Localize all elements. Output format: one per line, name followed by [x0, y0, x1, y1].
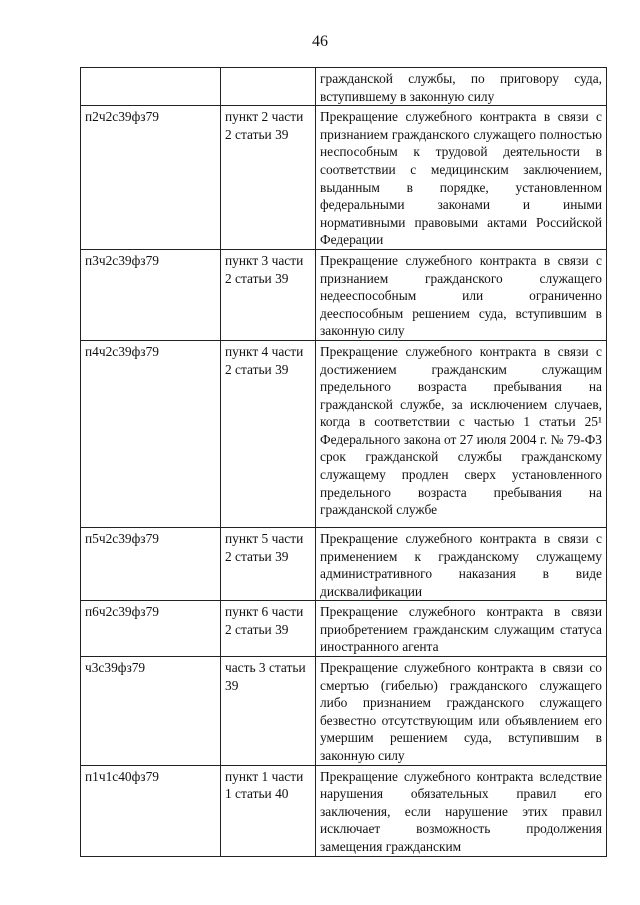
- code-cell: п5ч2с39фз79: [81, 527, 221, 600]
- code-cell: п2ч2с39фз79: [81, 106, 221, 250]
- table-row: [81, 249, 607, 340]
- description-cell: Прекращение служебного контракта в связи с достижением гражданским служащим предельного возраста пребывания на гражданской службе, за исключением случаев, когда в соответствии с частью 1 статьи 25¹ Федерального закона от 27 июля 2004 г. № 79-ФЗ срок гражданской службы гражданскому служащему продлен сверх установленного предельного возраста пребывания на гражданской службе: [316, 340, 607, 527]
- code-cell: п4ч2с39фз79: [81, 340, 221, 527]
- table-row: [81, 765, 607, 856]
- table-row: [81, 657, 607, 766]
- table-row: [81, 106, 607, 250]
- document-table: [80, 67, 607, 857]
- reference-cell: пункт 5 части 2 статьи 39: [221, 527, 316, 600]
- description-cell: Прекращение служебного контракта в связи со смертью (гибелью) гражданского служащего либо признанием гражданского служащего безвестно отсутствующим или объявлением его умершим решением суда, вступившим в законную силу: [316, 657, 607, 766]
- description-cell: Прекращение служебного контракта в связи с применением к гражданскому служащему административного наказания в виде дисквалификации: [316, 527, 607, 600]
- table-row: [81, 340, 607, 527]
- description-cell: Прекращение служебного контракта в связи с признанием гражданского служащего недееспособным или ограниченно дееспособным решением суда, вступившим в законную силу: [316, 249, 607, 340]
- code-cell: п3ч2с39фз79: [81, 249, 221, 340]
- reference-cell: пункт 6 части 2 статьи 39: [221, 601, 316, 657]
- reference-cell: [221, 68, 316, 106]
- table-row: [81, 601, 607, 657]
- code-cell: ч3с39фз79: [81, 657, 221, 766]
- reference-cell: часть 3 статьи 39: [221, 657, 316, 766]
- table-row: [81, 527, 607, 600]
- table-row: [81, 68, 607, 106]
- description-cell: Прекращение служебного контракта вследствие нарушения обязательных правил его заключения, если нарушение этих правил исключает возможность продолжения замещения гражданским: [316, 765, 607, 856]
- code-cell: п6ч2с39фз79: [81, 601, 221, 657]
- description-cell: Прекращение служебного контракта в связи с признанием гражданского служащего полностью неспособным к трудовой деятельности в соответствии с медицинским заключением, выданным в порядке, установленном федеральными законами и иными нормативными правовыми актами Российской Федерации: [316, 106, 607, 250]
- code-cell: п1ч1с40фз79: [81, 765, 221, 856]
- reference-cell: пункт 3 части 2 статьи 39: [221, 249, 316, 340]
- description-cell: Прекращение служебного контракта в связи приобретением гражданским служащим статуса иностранного агента: [316, 601, 607, 657]
- description-cell: гражданской службы, по приговору суда, вступившему в законную силу: [316, 68, 607, 106]
- code-cell: [81, 68, 221, 106]
- reference-cell: пункт 1 части 1 статьи 40: [221, 765, 316, 856]
- reference-cell: пункт 2 части 2 статьи 39: [221, 106, 316, 250]
- reference-cell: пункт 4 части 2 статьи 39: [221, 340, 316, 527]
- page-number: 46: [312, 33, 328, 50]
